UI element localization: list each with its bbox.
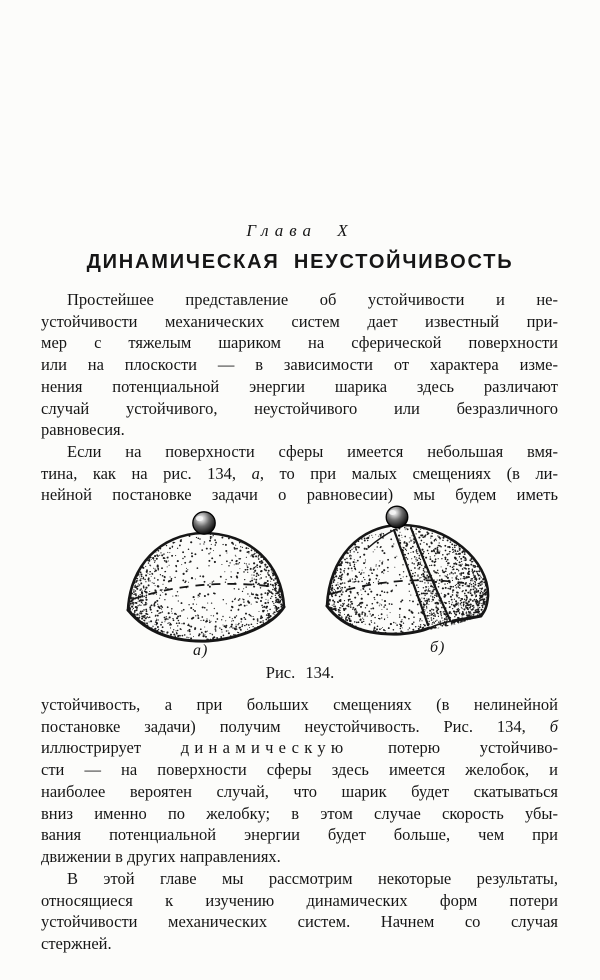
figure-label-a: а) bbox=[193, 642, 209, 659]
text-line: нения потенциальной энергии шарика здесь различают bbox=[41, 376, 558, 396]
text-line: устойчивости механических систем. Начнем со случая bbox=[41, 912, 558, 932]
paragraph-1 bbox=[41, 289, 558, 441]
text-line: случай устойчивого, неустойчивого или безразличного bbox=[41, 398, 558, 418]
chapter-heading: Глава X bbox=[246, 221, 354, 240]
text-segment: тина, как на рис. 134, bbox=[41, 463, 252, 483]
ball-a-icon bbox=[193, 512, 215, 534]
paragraph-3 bbox=[41, 694, 558, 868]
ball-a-highlight bbox=[196, 516, 203, 521]
text-line: вания потенциальной энергии будет больше, чем при bbox=[41, 825, 558, 845]
text-line: стержней. bbox=[41, 934, 112, 954]
text-line bbox=[41, 737, 558, 759]
figure-label-b: б) bbox=[430, 639, 446, 656]
text-line: нейной постановке задачи о равновесии) мы будем иметь bbox=[41, 485, 558, 505]
text-line: Простейшее представление об устойчивости и не- bbox=[67, 290, 558, 309]
groove-left-edge bbox=[394, 530, 428, 625]
text-segment: потерю устойчиво- bbox=[388, 738, 559, 758]
figure-134 bbox=[0, 498, 600, 663]
ball-b-icon bbox=[386, 506, 408, 528]
text-segment: постановке задачи) получим неустойчивость. Рис. 134, bbox=[41, 716, 550, 736]
text-line: устойчивость, а при больших смещениях (в нелинейной bbox=[41, 695, 558, 714]
text-line bbox=[41, 463, 558, 485]
text-line: устойчивости механических систем дает известный при- bbox=[41, 311, 558, 331]
ball-b-highlight bbox=[389, 510, 396, 515]
text-line: или на плоскости — в зависимости от характера изме- bbox=[41, 355, 558, 375]
dome-b-illustration bbox=[326, 506, 489, 634]
paragraph-4 bbox=[41, 868, 558, 955]
figure-reference-letter: а bbox=[251, 463, 260, 483]
emphasized-word: динамическую bbox=[180, 738, 349, 758]
text-line bbox=[41, 716, 558, 738]
dome-a-illustration bbox=[128, 512, 284, 641]
text-line: вниз именно по желобку; в этом случае скорость убы- bbox=[41, 803, 558, 823]
text-line: относящиеся к изучению динамических форм потери bbox=[41, 890, 558, 910]
chapter-title: ДИНАМИЧЕСКАЯ НЕУСТОЙЧИВОСТЬ bbox=[86, 251, 514, 273]
text-line: Если на поверхности сферы имеется небольшая вмя- bbox=[67, 442, 558, 461]
figure-caption: Рис. 134. bbox=[265, 663, 335, 682]
text-line: движении в других направлениях. bbox=[41, 846, 281, 866]
figure-reference-letter: б bbox=[549, 716, 558, 736]
text-line: наиболее вероятен случай, что шарик будет скатываться bbox=[41, 781, 558, 801]
text-line: равновесия. bbox=[41, 420, 125, 440]
text-segment: , то при малых смещениях (в ли- bbox=[259, 463, 559, 483]
dome-illustrations bbox=[0, 498, 600, 663]
groove-right-edge bbox=[411, 528, 450, 620]
paragraph-2 bbox=[41, 441, 558, 506]
text-line: В этой главе мы рассмотрим некоторые результаты, bbox=[67, 869, 558, 888]
text-segment: иллюстрирует bbox=[41, 738, 142, 758]
text-line: мер с тяжелым шариком на сферической поверхности bbox=[41, 333, 558, 353]
text-line: сти — на поверхности сферы здесь имеется желобок, и bbox=[41, 760, 558, 780]
